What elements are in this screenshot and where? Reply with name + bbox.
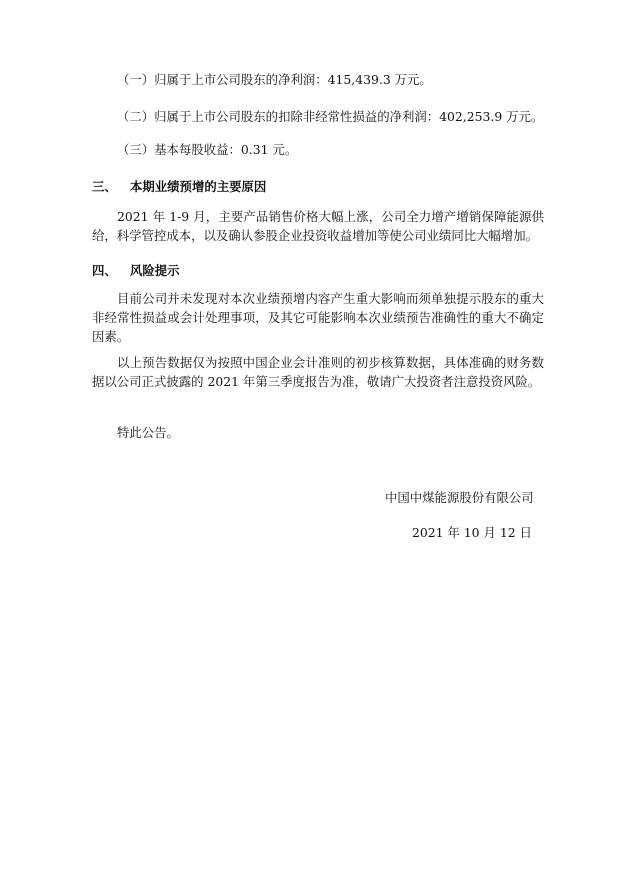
section-4-heading bbox=[92, 261, 542, 279]
section-4-number: 四、 bbox=[92, 263, 117, 278]
result-net-profit: （一）归属于上市公司股东的净利润：415,439.3 万元。 bbox=[117, 72, 432, 87]
section-3-number: 三、 bbox=[92, 179, 117, 194]
signature-company: 中国中煤能源股份有限公司 bbox=[385, 490, 534, 505]
section-3-heading bbox=[92, 177, 542, 195]
section-3-paragraph: 2021 年 1-9 月，主要产品销售价格大幅上涨，公司全力增产增销保障能源供给，科学管控成本，以及确认参股企业投资收益增加等使公司业绩同比大幅增加。 bbox=[92, 209, 544, 243]
section-4-paragraph-2: 以上预告数据仅为按照中国企业会计准则的初步核算数据，具体准确的财务数据以公司正式披露的 2021 年第三季度报告为准，敬请广大投资者注意投资风险。 bbox=[92, 355, 544, 389]
section-4-title: 风险提示 bbox=[130, 263, 180, 278]
closing-statement: 特此公告。 bbox=[117, 425, 179, 440]
section-4-paragraph-1: 目前公司并未发现对本次业绩预增内容产生重大影响而须单独提示股东的重大非经常性损益或会计处理事项，及其它可能影响本次业绩预告准确性的重大不确定因素。 bbox=[92, 291, 544, 344]
result-net-profit-excluding-nonrecurring: （二）归属于上市公司股东的扣除非经常性损益的净利润：402,253.9 万元。 bbox=[117, 109, 544, 124]
signature-date: 2021 年 10 月 12 日 bbox=[412, 525, 532, 540]
section-3-title: 本期业绩预增的主要原因 bbox=[130, 179, 267, 194]
result-eps: （三）基本每股收益：0.31 元。 bbox=[117, 142, 298, 157]
